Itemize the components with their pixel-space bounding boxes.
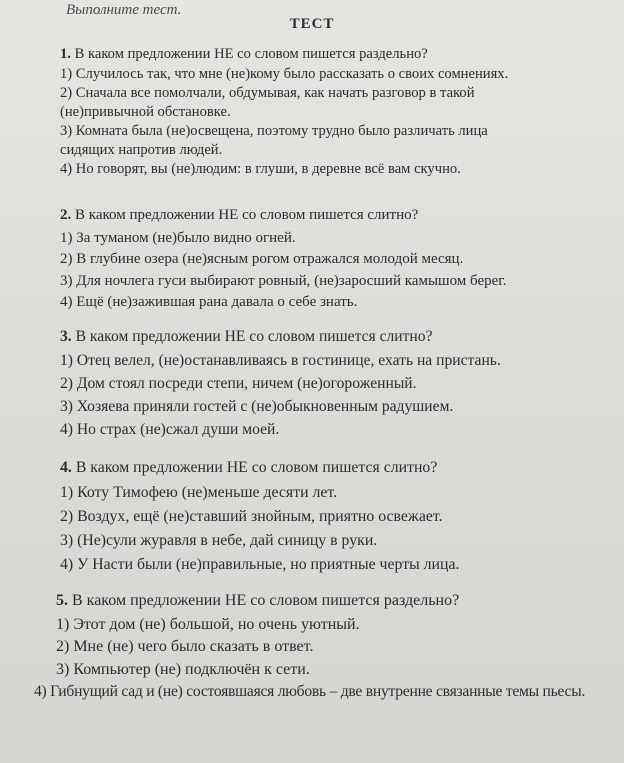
question-2-option-4: 4) Ещё (не)зажившая рана давала о себе знать. [60, 294, 358, 310]
question-2-title [60, 205, 507, 227]
document-title: ТЕСТ [289, 16, 335, 32]
question-2-option-3: 3) Для ночлега гуси выбирают ровный, (не)заросший камышом берег. [60, 272, 507, 289]
question-3-option-1: 1) Отец велел, (не)останавливаясь в гостинице, ехать на пристань. [60, 352, 501, 369]
question-1-option-3-cont: сидящих напротив людей. [60, 142, 223, 158]
question-1 [60, 45, 508, 179]
question-4-option-2: 2) Воздух, ещё (не)ставший знойным, приятно освежает. [60, 508, 443, 525]
question-1-option-2: 2) Сначала все помолчали, обдумывая, как начать разговор в такой [60, 85, 475, 101]
question-4-text: В каком предложении НЕ со словом пишется слитно? [75, 459, 438, 476]
question-3-option-2: 2) Дом стоял посреди степи, ничем (не)огороженный. [60, 375, 417, 392]
question-5-option-2: 2) Мне (не) чего было сказать в ответ. [56, 638, 314, 655]
question-5-option-3: 3) Компьютер (не) подключён к сети. [56, 660, 310, 678]
question-5-text: В каком предложении НЕ со словом пишется раздельно? [72, 592, 460, 609]
question-3-option-4: 4) Но страх (не)сжал души моей. [60, 421, 280, 438]
question-1-option-2-cont: (не)привычной обстановке. [60, 104, 231, 120]
question-4-title [60, 456, 459, 480]
question-3-option-3: 3) Хозяева приняли гостей с (не)обыкновенным радушием. [60, 398, 454, 415]
question-5-number: 5. [56, 592, 68, 609]
question-5-option-4: 4) Гибнущий сад и (не) состоявшаяся любовь – две внутренне связанные темы пьесы. [34, 683, 586, 700]
question-1-number: 1. [60, 46, 71, 62]
question-1-option-3: 3) Комната была (не)освещена, поэтому трудно было различать лица [60, 123, 488, 139]
question-3-title [60, 325, 501, 348]
question-1-title [60, 45, 508, 64]
question-3-number: 3. [60, 328, 72, 345]
question-4 [60, 456, 459, 577]
question-5-option-1: 1) Этот дом (не) большой, но очень уютный. [56, 615, 360, 633]
question-4-option-4: 4) У Насти были (не)правильные, но приятные черты лица. [60, 556, 460, 573]
instruction-text: Выполните тест. [66, 2, 182, 18]
question-5-title [56, 590, 585, 613]
question-2-option-2: 2) В глубине озера (не)ясным рогом отражался молодой месяц. [60, 251, 464, 267]
question-2 [60, 205, 507, 314]
question-4-number: 4. [60, 459, 72, 476]
question-1-text: В каком предложении НЕ со словом пишется раздельно? [74, 46, 428, 62]
question-4-option-3: 3) (Не)сули журавля в небе, дай синицу в руки. [60, 532, 378, 549]
question-3 [60, 325, 501, 441]
question-2-number: 2. [60, 207, 72, 223]
question-1-option-1: 1) Случилось так, что мне (не)кому было рассказать о своих сомнениях. [60, 66, 509, 82]
question-4-option-1: 1) Коту Тимофею (не)меньше десяти лет. [60, 484, 338, 501]
question-2-text: В каком предложении НЕ со словом пишется слитно? [75, 207, 419, 223]
question-1-option-4: 4) Но говорят, вы (не)людим: в глуши, в деревне всё вам скучно. [60, 161, 461, 177]
question-2-option-1: 1) За туманом (не)было видно огней. [60, 229, 296, 246]
question-3-text: В каком предложении НЕ со словом пишется слитно? [75, 328, 433, 345]
question-5 [34, 590, 586, 704]
